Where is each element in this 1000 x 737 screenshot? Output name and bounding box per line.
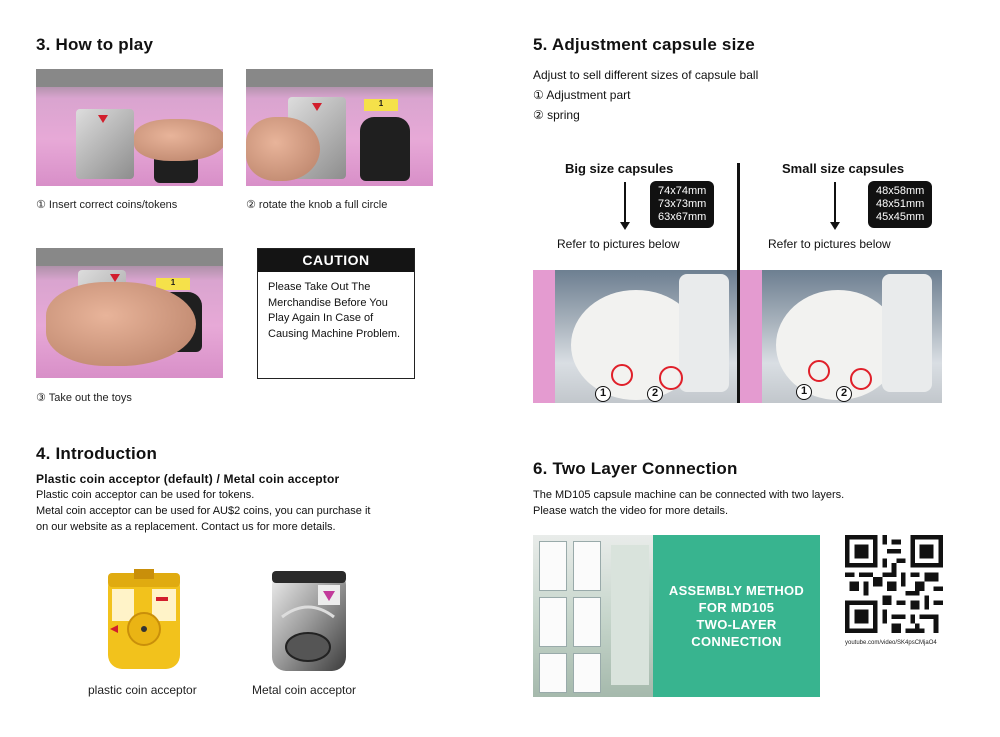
adjust-part-1: ① Adjustment part (533, 88, 631, 102)
intro-line-1: Plastic coin acceptor can be used for tokens. (36, 489, 255, 501)
intro-subtitle: Plastic coin acceptor (default) / Metal coin acceptor (36, 472, 340, 486)
caution-body: Please Take Out The Merchandise Before You Play Again In Case of Causing Machine Problem. (268, 281, 401, 340)
small-size-photo (740, 270, 942, 403)
section-4-title: 4. Introduction (36, 444, 158, 463)
intro-line-2: Metal coin acceptor can be used for AU$2 coins, you can purchase it (36, 505, 371, 517)
qr-code[interactable] (845, 535, 943, 633)
video-title-line-1: ASSEMBLY METHOD (668, 583, 805, 598)
small-size-2: 48x51mm (876, 198, 925, 210)
metal-acceptor-label: Metal coin acceptor (252, 683, 357, 697)
plastic-coin-acceptor-image (104, 567, 184, 677)
big-refer-text: Refer to pictures below (557, 237, 680, 251)
marker-2: 2 (836, 386, 852, 402)
section-3-title: 3. How to play (36, 35, 154, 54)
assembly-video-thumbnail[interactable] (533, 535, 820, 697)
intro-line-3: on our website as a replacement. Contact us for more details. (36, 521, 336, 533)
small-size-3: 45x45mm (876, 211, 925, 223)
adjust-part-2: ② spring (533, 108, 580, 122)
big-size-box (650, 181, 714, 228)
step-2-photo: 1 (246, 69, 433, 186)
caution-box (257, 248, 415, 379)
big-size-photo (533, 270, 737, 403)
small-size-title: Small size capsules (782, 161, 905, 176)
small-refer-text: Refer to pictures below (768, 237, 891, 251)
big-size-arrow (624, 182, 626, 228)
step-2-caption: ② rotate the knob a full circle (246, 199, 388, 211)
adjust-intro: Adjust to sell different sizes of capsule ball (533, 68, 759, 82)
two-layer-line-1: The MD105 capsule machine can be connected with two layers. (533, 489, 845, 501)
big-size-1: 74x74mm (658, 185, 707, 197)
marker-1: 1 (595, 386, 611, 402)
marker-1: 1 (796, 384, 812, 400)
step-3-caption: ③ Take out the toys (36, 392, 132, 404)
marker-2: 2 (647, 386, 663, 402)
video-title-line-3: TWO-LAYER CONNECTION (691, 617, 782, 649)
caution-header: CAUTION (258, 249, 414, 272)
two-layer-line-2: Please watch the video for more details. (533, 505, 729, 517)
step-1-caption: ① Insert correct coins/tokens (36, 199, 178, 211)
section-5-title: 5. Adjustment capsule size (533, 35, 755, 54)
plastic-acceptor-label: plastic coin acceptor (88, 683, 197, 697)
qr-url-text: youtube.com/video/SK4psCMjaO4 (845, 640, 937, 646)
section-6-title: 6. Two Layer Connection (533, 459, 738, 478)
small-size-arrow (834, 182, 836, 228)
big-size-title: Big size capsules (565, 161, 674, 176)
small-size-1: 48x58mm (876, 185, 925, 197)
big-size-2: 73x73mm (658, 198, 707, 210)
metal-coin-acceptor-image (268, 567, 350, 677)
video-title-line-2: FOR MD105 (698, 600, 775, 615)
small-size-box (868, 181, 932, 228)
step-3-photo: 1 (36, 248, 223, 378)
big-size-3: 63x67mm (658, 211, 707, 223)
step-1-photo (36, 69, 223, 186)
